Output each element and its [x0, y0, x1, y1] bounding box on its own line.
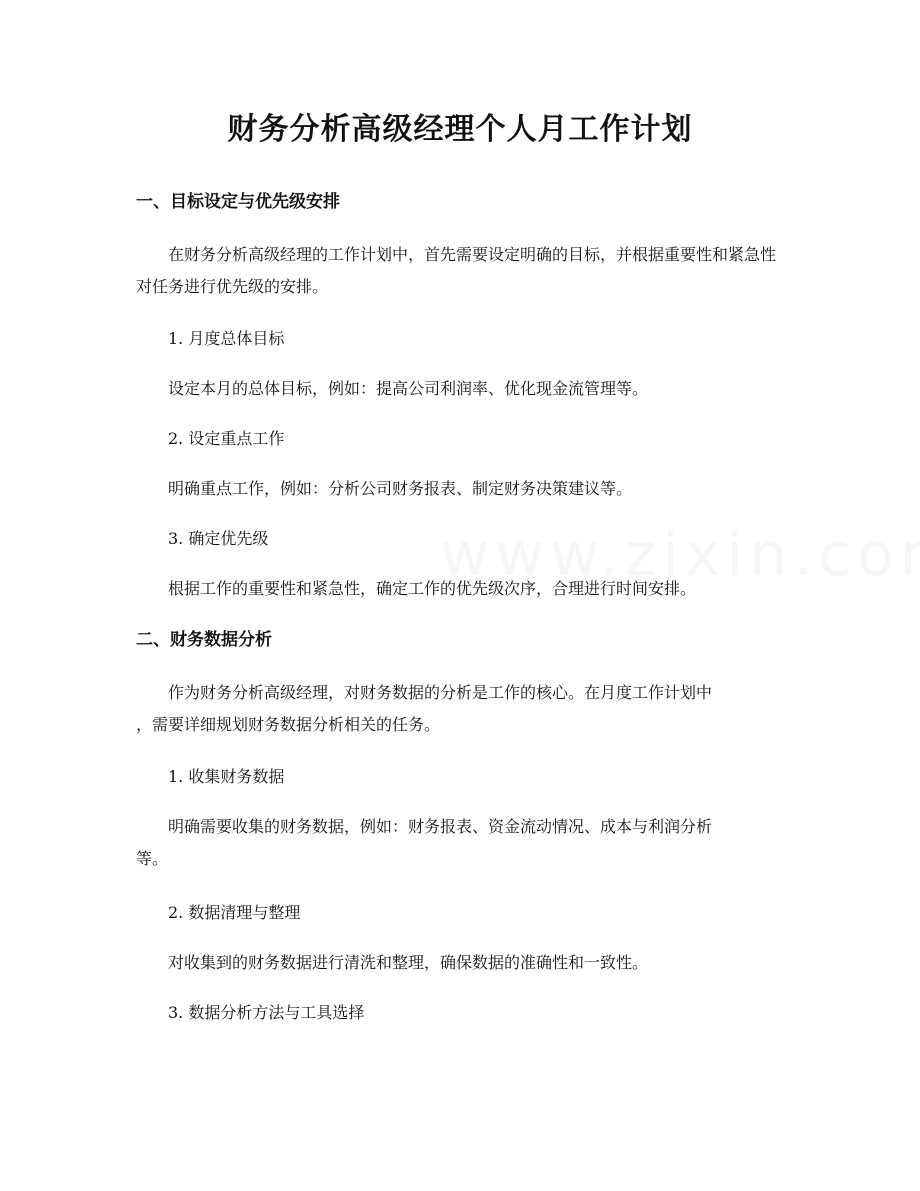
section1-item2-title: 2. 设定重点工作 [168, 429, 285, 448]
section2-intro-line2: ，需要详细规划财务数据分析相关的任务。 [136, 715, 441, 734]
section2-item1-title: 1. 收集财务数据 [168, 767, 285, 786]
section1-intro: 在财务分析高级经理的工作计划中，首先需要设定明确的目标，并根据重要性和紧急性对任务进行优先级的安排。 [136, 245, 777, 296]
section1-item3-title: 3. 确定优先级 [168, 529, 269, 548]
section2-item1-body-line1: 明确需要收集的财务数据，例如：财务报表、资金流动情况、成本与利润分析 [168, 817, 713, 836]
section2-item2-title: 2. 数据清理与整理 [168, 903, 301, 922]
section2-item3-title: 3. 数据分析方法与工具选择 [168, 1003, 365, 1022]
section1-item1-title: 1. 月度总体目标 [168, 329, 285, 348]
section2-intro-line1: 作为财务分析高级经理，对财务数据的分析是工作的核心。在月度工作计划中 [168, 683, 713, 702]
document-title: 财务分析高级经理个人月工作计划 [227, 112, 693, 147]
section1-item3-body: 根据工作的重要性和紧急性，确定工作的优先级次序，合理进行时间安排。 [168, 579, 697, 598]
section2-item1-body-line2: 等。 [136, 849, 169, 868]
section2-item2-body: 对收集到的财务数据进行清洗和整理，确保数据的准确性和一致性。 [168, 953, 649, 972]
section-heading-goals: 一、目标设定与优先级安排 [136, 192, 340, 212]
section-heading-financial-analysis: 二、财务数据分析 [136, 630, 272, 650]
section1-item1-body: 设定本月的总体目标，例如：提高公司利润率、优化现金流管理等。 [168, 379, 649, 398]
section1-item2-body: 明确重点工作，例如：分析公司财务报表、制定财务决策建议等。 [168, 479, 633, 498]
